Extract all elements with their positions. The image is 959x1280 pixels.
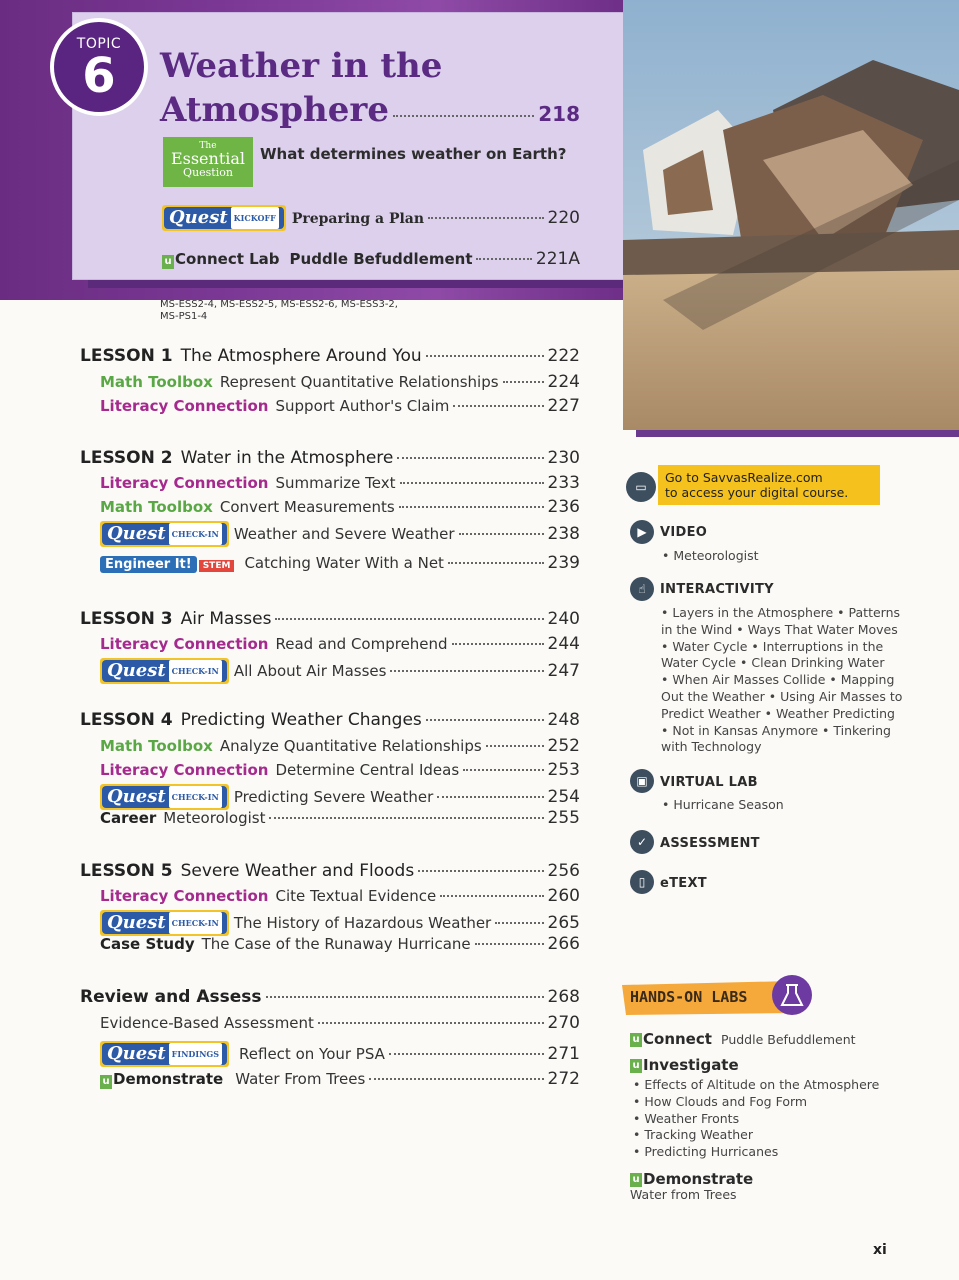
hands-investigate-items <box>633 1077 879 1161</box>
demonstrate-label: Demonstrate <box>113 1070 224 1088</box>
quest-tag: CHECK-IN <box>169 523 222 545</box>
essential-question: What determines weather on Earth? <box>260 145 567 163</box>
assessment-heading[interactable]: ASSESSMENT <box>660 836 760 851</box>
quest-brand-box <box>102 786 227 808</box>
item-kind-label: Career <box>100 809 157 827</box>
item-text: Read and Comprehend <box>275 635 448 653</box>
video-heading[interactable]: VIDEO <box>660 525 708 540</box>
lesson-row[interactable] <box>80 448 580 468</box>
standards-line2: MS-PS1-4 <box>160 311 208 322</box>
virtual-lab-items: • Hurricane Season <box>662 797 784 812</box>
hands-demonstrate-row[interactable] <box>630 1169 753 1188</box>
quest-logo <box>100 521 229 547</box>
engineer-it-brand: Engineer It! <box>105 557 192 572</box>
lesson-item[interactable] <box>100 808 580 828</box>
hands-demonstrate-text: Water from Trees <box>630 1187 737 1202</box>
item-page: 254 <box>547 787 580 807</box>
lesson-item[interactable] <box>100 736 580 756</box>
page-number: xi <box>873 1242 887 1258</box>
etext-icon: ▯ <box>630 870 654 894</box>
investigate-item: • Effects of Altitude on the Atmosphere <box>633 1077 880 1092</box>
topic-title-line2: Atmosphere <box>160 90 389 130</box>
lesson-title: Air Masses <box>180 609 272 629</box>
quest-brand: Quest <box>169 207 228 228</box>
investigate-item: • Tracking Weather <box>633 1127 753 1143</box>
item-page: 270 <box>547 1013 580 1033</box>
quest-tag: KICKOFF <box>231 207 279 229</box>
item-page: 244 <box>547 634 580 654</box>
item-page: 265 <box>547 913 580 933</box>
investigate-item: • Predicting Hurricanes <box>633 1144 779 1160</box>
item-page: 271 <box>547 1044 580 1064</box>
virtual-lab-heading[interactable]: VIRTUAL LAB <box>660 775 758 790</box>
interactivity-line: • Not in Kansas Anymore • Tinkering <box>661 722 891 738</box>
quest-brand-box <box>102 660 227 682</box>
item-text: Evidence-Based Assessment <box>100 1014 314 1032</box>
savvas-line1: Go to SavvasRealize.com <box>665 470 823 485</box>
lesson-page: 222 <box>547 346 580 366</box>
lesson-item[interactable] <box>100 658 580 684</box>
item-page: 233 <box>547 473 580 493</box>
savvas-line2: to access your digital course. <box>665 485 849 500</box>
lesson-label: LESSON 5 <box>80 861 173 881</box>
engineer-it-logo <box>100 556 197 573</box>
essential-question-badge <box>163 137 253 187</box>
item-page: 224 <box>547 372 580 392</box>
connect-lab-page: 221A <box>535 249 580 269</box>
lesson-item[interactable] <box>100 934 580 954</box>
quest-tag: CHECK-IN <box>169 660 222 682</box>
interactivity-line: Water Cycle • Clean Drinking Water <box>661 655 885 671</box>
item-page: 247 <box>547 661 580 681</box>
quest-kickoff-text: Preparing a Plan <box>291 211 425 227</box>
quest-kickoff-logo <box>162 205 286 231</box>
item-page: 238 <box>547 524 580 544</box>
quest-logo <box>100 1041 229 1067</box>
literacy-connection-label: Literacy Connection <box>100 887 269 905</box>
topic-number: 6 <box>82 48 116 104</box>
item-page: 260 <box>547 886 580 906</box>
hands-demonstrate-brand: Demonstrate <box>643 1170 754 1188</box>
interactivity-line: Out the Weather • Using Air Masses to <box>661 688 903 704</box>
review-item[interactable] <box>100 1013 580 1033</box>
lesson-title: The Atmosphere Around You <box>180 346 422 366</box>
quest-logo <box>100 784 229 810</box>
lesson-label: LESSON 4 <box>80 710 173 730</box>
quest-brand: Quest <box>107 912 166 933</box>
item-page: 239 <box>547 553 580 573</box>
item-page: 272 <box>547 1069 580 1089</box>
u-logo-icon: u <box>100 1075 112 1089</box>
quest-brand: Quest <box>107 660 166 681</box>
lesson-page: 256 <box>547 861 580 881</box>
review-page: 268 <box>547 987 580 1007</box>
connect-lab-row[interactable] <box>162 249 580 269</box>
topic-title-line1: Weather in the <box>160 46 443 86</box>
item-text: Reflect on Your PSA <box>239 1045 385 1063</box>
lesson-row[interactable] <box>80 710 580 730</box>
interactivity-icon: ☝ <box>630 577 654 601</box>
literacy-connection-label: Literacy Connection <box>100 397 269 415</box>
quest-brand-box <box>102 912 227 934</box>
lesson-row[interactable] <box>80 609 580 629</box>
item-text: Cite Textual Evidence <box>275 887 437 905</box>
essential-badge-line3: Question <box>183 166 233 179</box>
item-text: Summarize Text <box>275 474 396 492</box>
computer-icon: ▭ <box>626 472 656 502</box>
item-kind-label: Case Study <box>100 935 195 953</box>
lesson-item[interactable] <box>100 553 580 573</box>
hands-connect-brand: Connect <box>643 1030 712 1048</box>
quest-logo <box>100 658 229 684</box>
assessment-icon: ✓ <box>630 830 654 854</box>
hands-connect-text: Puddle Befuddlement <box>721 1032 856 1047</box>
review-row[interactable] <box>80 987 580 1007</box>
lesson-item[interactable] <box>100 886 580 906</box>
topic-title-row <box>160 90 580 130</box>
standards <box>160 299 398 323</box>
quest-brand-box <box>102 1043 227 1065</box>
essential-badge-line1: The <box>199 141 217 151</box>
interactivity-line: in the Wind • Ways That Water Moves <box>661 621 898 637</box>
u-logo-icon: u <box>162 255 174 269</box>
lesson-label: LESSON 1 <box>80 346 173 366</box>
u-logo-icon: u <box>630 1059 642 1073</box>
standards-line1: MS-ESS2-4, MS-ESS2-5, MS-ESS2-6, MS-ESS3-2, <box>160 299 398 310</box>
interactivity-line: Predict Weather • Weather Predicting <box>661 705 895 721</box>
interactivity-line: • When Air Masses Collide • Mapping <box>661 672 895 688</box>
lesson-title: Severe Weather and Floods <box>180 861 415 881</box>
lesson-row[interactable] <box>80 346 580 366</box>
item-text: Support Author's Claim <box>275 397 450 415</box>
item-text: Catching Water With a Net <box>244 554 444 572</box>
lesson-title: Predicting Weather Changes <box>180 710 422 730</box>
lesson-item[interactable] <box>100 372 580 392</box>
virtual-lab-icon: ▣ <box>630 769 654 793</box>
quest-brand: Quest <box>107 1043 166 1064</box>
lesson-item[interactable] <box>100 473 580 493</box>
lesson-page: 240 <box>547 609 580 629</box>
quest-brand-box <box>102 523 227 545</box>
u-logo-icon: u <box>630 1033 642 1047</box>
interactivity-items <box>661 605 902 756</box>
savvas-text <box>665 470 848 500</box>
hands-connect-row[interactable] <box>630 1029 856 1048</box>
math-toolbox-label: Math Toolbox <box>100 737 213 755</box>
item-text: Water From Trees <box>235 1070 366 1088</box>
lesson-row[interactable] <box>80 861 580 881</box>
hands-on-labs-title: HANDS-ON LABS <box>630 988 748 1006</box>
stem-tag: STEM <box>199 560 235 572</box>
lesson-page: 248 <box>547 710 580 730</box>
item-text: Convert Measurements <box>219 498 395 516</box>
item-page: 266 <box>547 934 580 954</box>
quest-tag: CHECK-IN <box>169 786 222 808</box>
topic-label: TOPIC <box>76 36 122 52</box>
interactivity-line: • Layers in the Atmosphere • Patterns <box>661 605 901 620</box>
connect-lab-text: Puddle Befuddlement <box>289 250 473 268</box>
lesson-item[interactable] <box>100 396 580 416</box>
item-text: Represent Quantitative Relationships <box>219 373 499 391</box>
item-text: All About Air Masses <box>233 662 387 680</box>
essential-badge-line2: Essential <box>170 149 246 168</box>
quest-kickoff-page: 220 <box>547 208 580 228</box>
interactivity-line: • Water Cycle • Interruptions in the <box>661 638 884 654</box>
item-page: 255 <box>547 808 580 828</box>
lesson-item[interactable] <box>100 634 580 654</box>
quest-tag: FINDINGS <box>169 1043 222 1065</box>
math-toolbox-label: Math Toolbox <box>100 373 213 391</box>
review-item[interactable] <box>100 1069 580 1089</box>
video-items: • Meteorologist <box>662 548 759 563</box>
item-page: 227 <box>547 396 580 416</box>
interactivity-line: with Technology <box>661 739 762 755</box>
quest-tag: CHECK-IN <box>169 912 222 934</box>
item-page: 253 <box>547 760 580 780</box>
literacy-connection-label: Literacy Connection <box>100 474 269 492</box>
etext-heading[interactable]: eTEXT <box>660 876 707 891</box>
video-icon: ▶ <box>630 520 654 544</box>
item-text: Weather and Severe Weather <box>233 525 455 543</box>
quest-logo <box>100 910 229 936</box>
lesson-label: LESSON 3 <box>80 609 173 629</box>
header-rule <box>88 280 625 288</box>
literacy-connection-label: Literacy Connection <box>100 635 269 653</box>
item-text: The Case of the Runaway Hurricane <box>201 935 471 953</box>
quest-brand: Quest <box>107 523 166 544</box>
lesson-title: Water in the Atmosphere <box>180 448 394 468</box>
lesson-page: 230 <box>547 448 580 468</box>
item-page: 236 <box>547 497 580 517</box>
item-text: The History of Hazardous Weather <box>233 914 492 932</box>
u-logo-icon: u <box>630 1173 642 1187</box>
lesson-label: LESSON 2 <box>80 448 173 468</box>
math-toolbox-label: Math Toolbox <box>100 498 213 516</box>
quest-kickoff-row[interactable] <box>162 205 580 231</box>
investigate-item: • Weather Fronts <box>633 1110 740 1126</box>
interactivity-heading[interactable]: INTERACTIVITY <box>660 582 774 597</box>
investigate-item: • How Clouds and Fog Form <box>633 1093 808 1109</box>
item-text: Analyze Quantitative Relationships <box>219 737 482 755</box>
item-text: Determine Central Ideas <box>275 761 460 779</box>
quest-brand: Quest <box>107 786 166 807</box>
review-item[interactable] <box>100 1041 580 1067</box>
item-page: 252 <box>547 736 580 756</box>
lesson-item[interactable] <box>100 910 580 936</box>
review-title: Review and Assess <box>80 987 262 1007</box>
topic-badge <box>50 18 148 116</box>
connect-lab-brand: Connect Lab <box>175 250 280 268</box>
literacy-connection-label: Literacy Connection <box>100 761 269 779</box>
hands-investigate-row[interactable] <box>630 1055 739 1074</box>
item-text: Predicting Severe Weather <box>233 788 434 806</box>
lesson-item[interactable] <box>100 521 580 547</box>
photo-rule <box>636 430 959 437</box>
lesson-item[interactable] <box>100 760 580 780</box>
lesson-item[interactable] <box>100 497 580 517</box>
lesson-item[interactable] <box>100 784 580 810</box>
hurricane-damage-photo <box>623 0 959 430</box>
hands-investigate-brand: Investigate <box>643 1056 739 1074</box>
topic-title-page: 218 <box>538 102 580 126</box>
item-text: Meteorologist <box>163 809 266 827</box>
